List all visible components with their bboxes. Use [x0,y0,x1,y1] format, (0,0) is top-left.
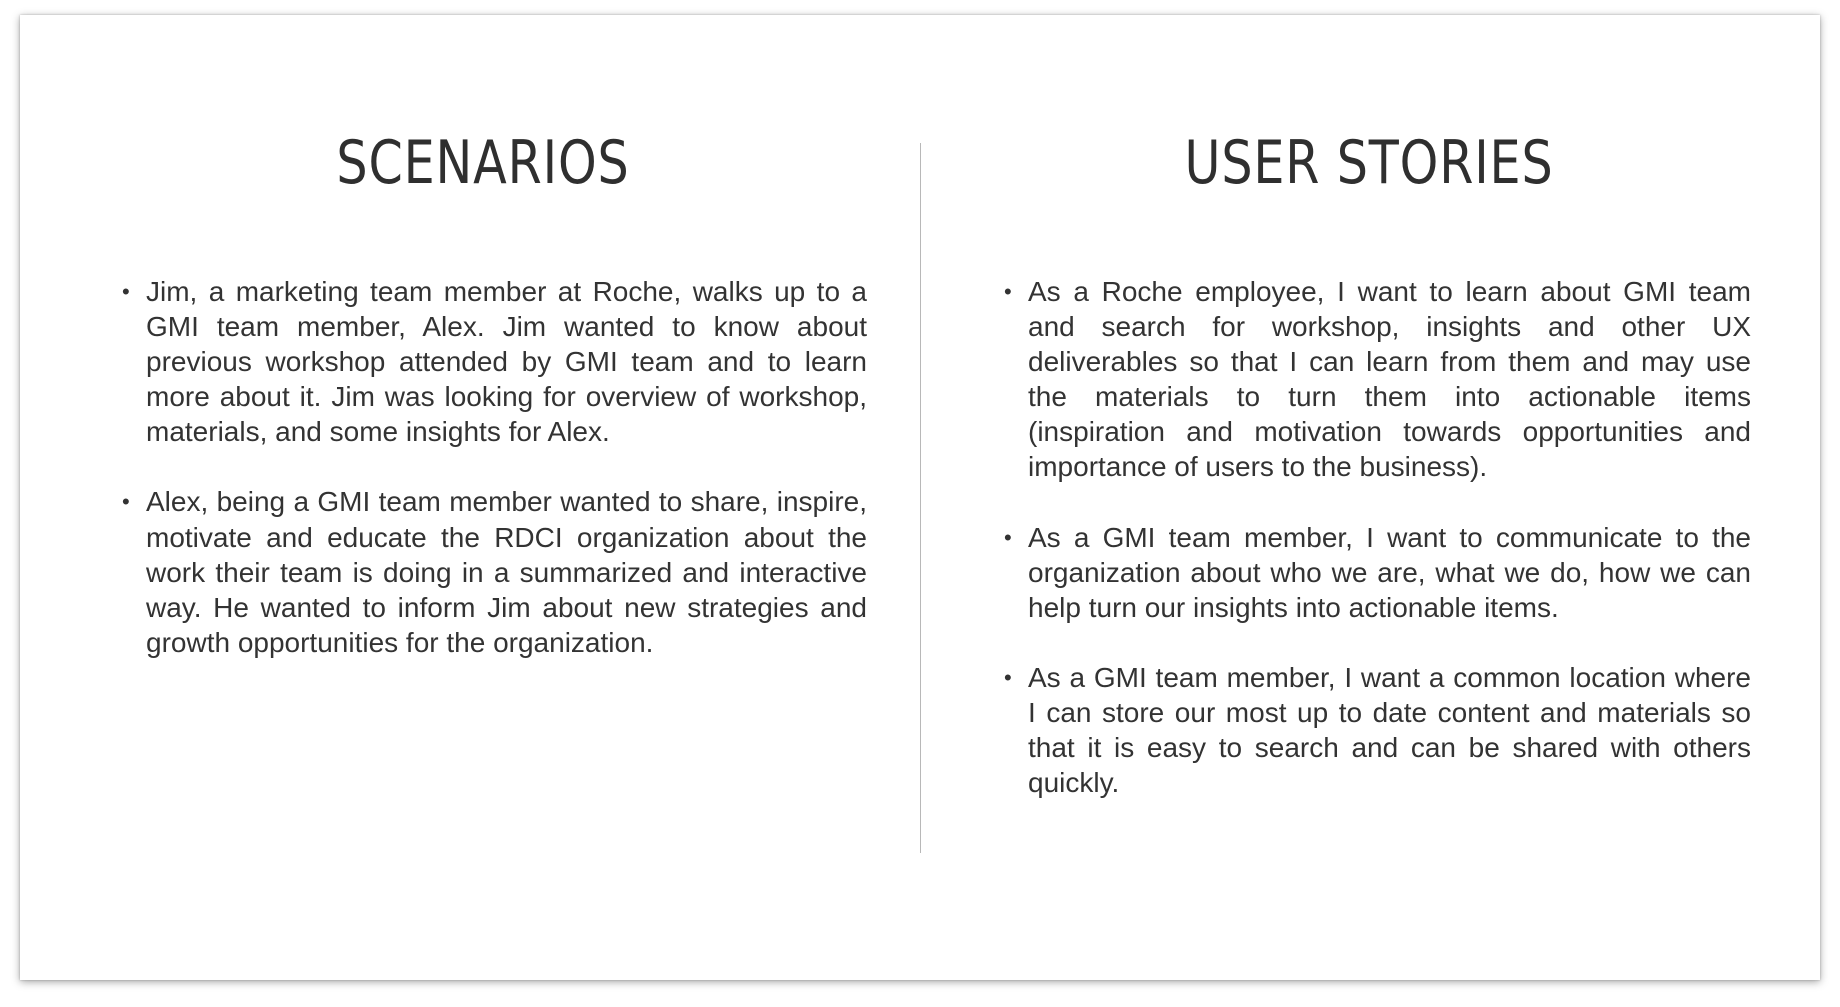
bullet-icon: • [1004,524,1012,550]
scenarios-list [120,274,867,695]
list-item [120,484,867,659]
list-item [1002,660,1751,800]
user-stories-list [1002,274,1751,835]
bullet-icon: • [122,279,130,304]
list-item [1002,520,1751,625]
slide [20,15,1820,980]
scenario-text: Alex, being a GMI team member wanted to share, inspire, motivate and educate the RDCI organization about the work their team is doing in a summarized and interactive way. He wanted to inform Jim about new strategies and growth opportunities for the organization. [146,486,867,658]
scenarios-heading: SCENARIOS [336,128,630,198]
bullet-icon: • [122,489,130,515]
column-divider [920,143,921,853]
user-story-text: As a GMI team member, I want a common location where I can store our most up to date content and materials so that it is easy to search and can be shared with others quickly. [1028,661,1751,799]
user-story-text: As a GMI team member, I want to communicate to the organization about who we are, what we do, how we can help turn our insights into actionable items. [1028,521,1751,623]
user-story-text: As a Roche employee, I want to learn about GMI team and search for workshop, insights and other UX deliverables so that I can learn from them and may use the materials to turn them into actionable items (inspiration and motivation towards opportunities and importance of users to the business). [1028,276,1751,483]
bullet-icon: • [1004,664,1012,690]
bullet-icon: • [1004,279,1012,304]
scenario-text: Jim, a marketing team member at Roche, walks up to a GMI team member, Alex. Jim wanted to know about previous workshop attended by GMI team and to learn more about it. Jim was looking for overview of workshop, materials, and some insights for Alex. [146,276,867,448]
list-item [1002,274,1751,485]
list-item [120,274,867,449]
user-stories-heading: USER STORIES [1184,128,1554,198]
